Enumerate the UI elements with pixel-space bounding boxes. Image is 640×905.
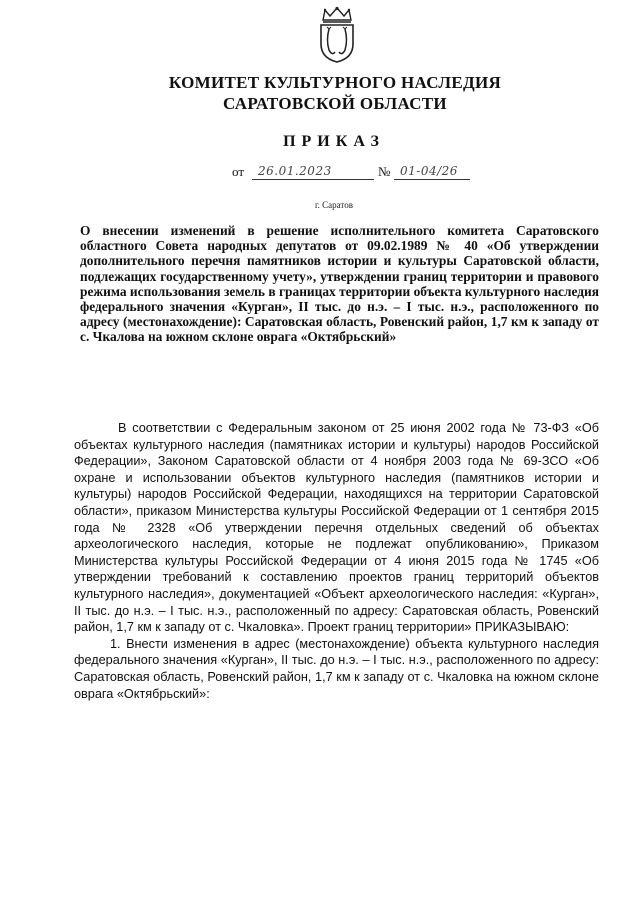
number-underline [394, 179, 470, 180]
number-label: № [378, 164, 391, 179]
organization-name-line2: САРАТОВСКОЙ ОБЛАСТИ [223, 94, 447, 113]
city-label: г. Саратов [315, 200, 353, 210]
date-underline [252, 179, 374, 180]
document-date-number [0, 164, 640, 184]
organization-name [150, 72, 520, 114]
date-value: 26.01.2023 [258, 164, 332, 178]
order-body [74, 420, 599, 702]
organization-name-line1: КОМИТЕТ КУЛЬТУРНОГО НАСЛЕДИЯ [168, 73, 502, 92]
number-value: 01-04/26 [400, 164, 458, 178]
date-label: от [232, 164, 245, 179]
coat-of-arms-icon [315, 6, 359, 64]
preamble-paragraph: В соответствии с Федеральным законом от 25 июня 2002 года № 73-ФЗ «Об объектах культурного наследия (памятниках истории и культуры) народов Российской Федерации», Законом Саратовской области от 4 ноября 2003 года № 69-ЗСО «Об охране и использовании объектов культурного наследия (памятников истории и культуры) народов Российской Федерации, находящихся на территории Саратовской области», приказом Министерства культуры Российской Федерации от 1 сентября 2015 года № 2328 «Об утверждении перечня отдельных сведений об объектах археологического наследия, которые не подлежат опубликованию», Приказом Министерства культуры Российской Федерации от 4 июня 2015 года № 1745 «Об утверждении требований к составлению проектов границ территорий объектов культурного наследия», документацией «Объект археологического наследия: «Курган», II тыс. до н.э. – I тыс. н.э., расположенный по адресу: Саратовская область, Ровенский район, 1,7 км к западу от с. Чкаловка». Проект границ территории» ПРИКАЗЫВАЮ: [74, 421, 599, 635]
order-subject: О внесении изменений в решение исполнительного комитета Саратовского областного Совета народных депутатов от 09.02.1989 № 40 «Об утверждении дополнительного перечня памятников истории и культуры Саратовской области, подлежащих государственному учету», утверждении границ территории и правового режима использования земель в границах территории объекта культурного наследия федерального значения «Курган», II тыс. до н.э. – I тыс. н.э., расположенного по адресу (местонахождение): Саратовская область, Ровенский район, 1,7 км к западу от с. Чкалова на южном склоне оврага «Октябрьский» [80, 223, 599, 345]
document-type: ПРИКАЗ [283, 133, 385, 150]
order-item-1: 1. Внести изменения в адрес (местонахождение) объекта культурного наследия федерального значения «Курган», II тыс. до н.э. – I тыс. н.э., расположенного по адресу: Саратовская область, Ровенский район, 1,7 км к западу от с. Чкаловка на южном склоне оврага «Октябрьский»: [74, 636, 599, 701]
